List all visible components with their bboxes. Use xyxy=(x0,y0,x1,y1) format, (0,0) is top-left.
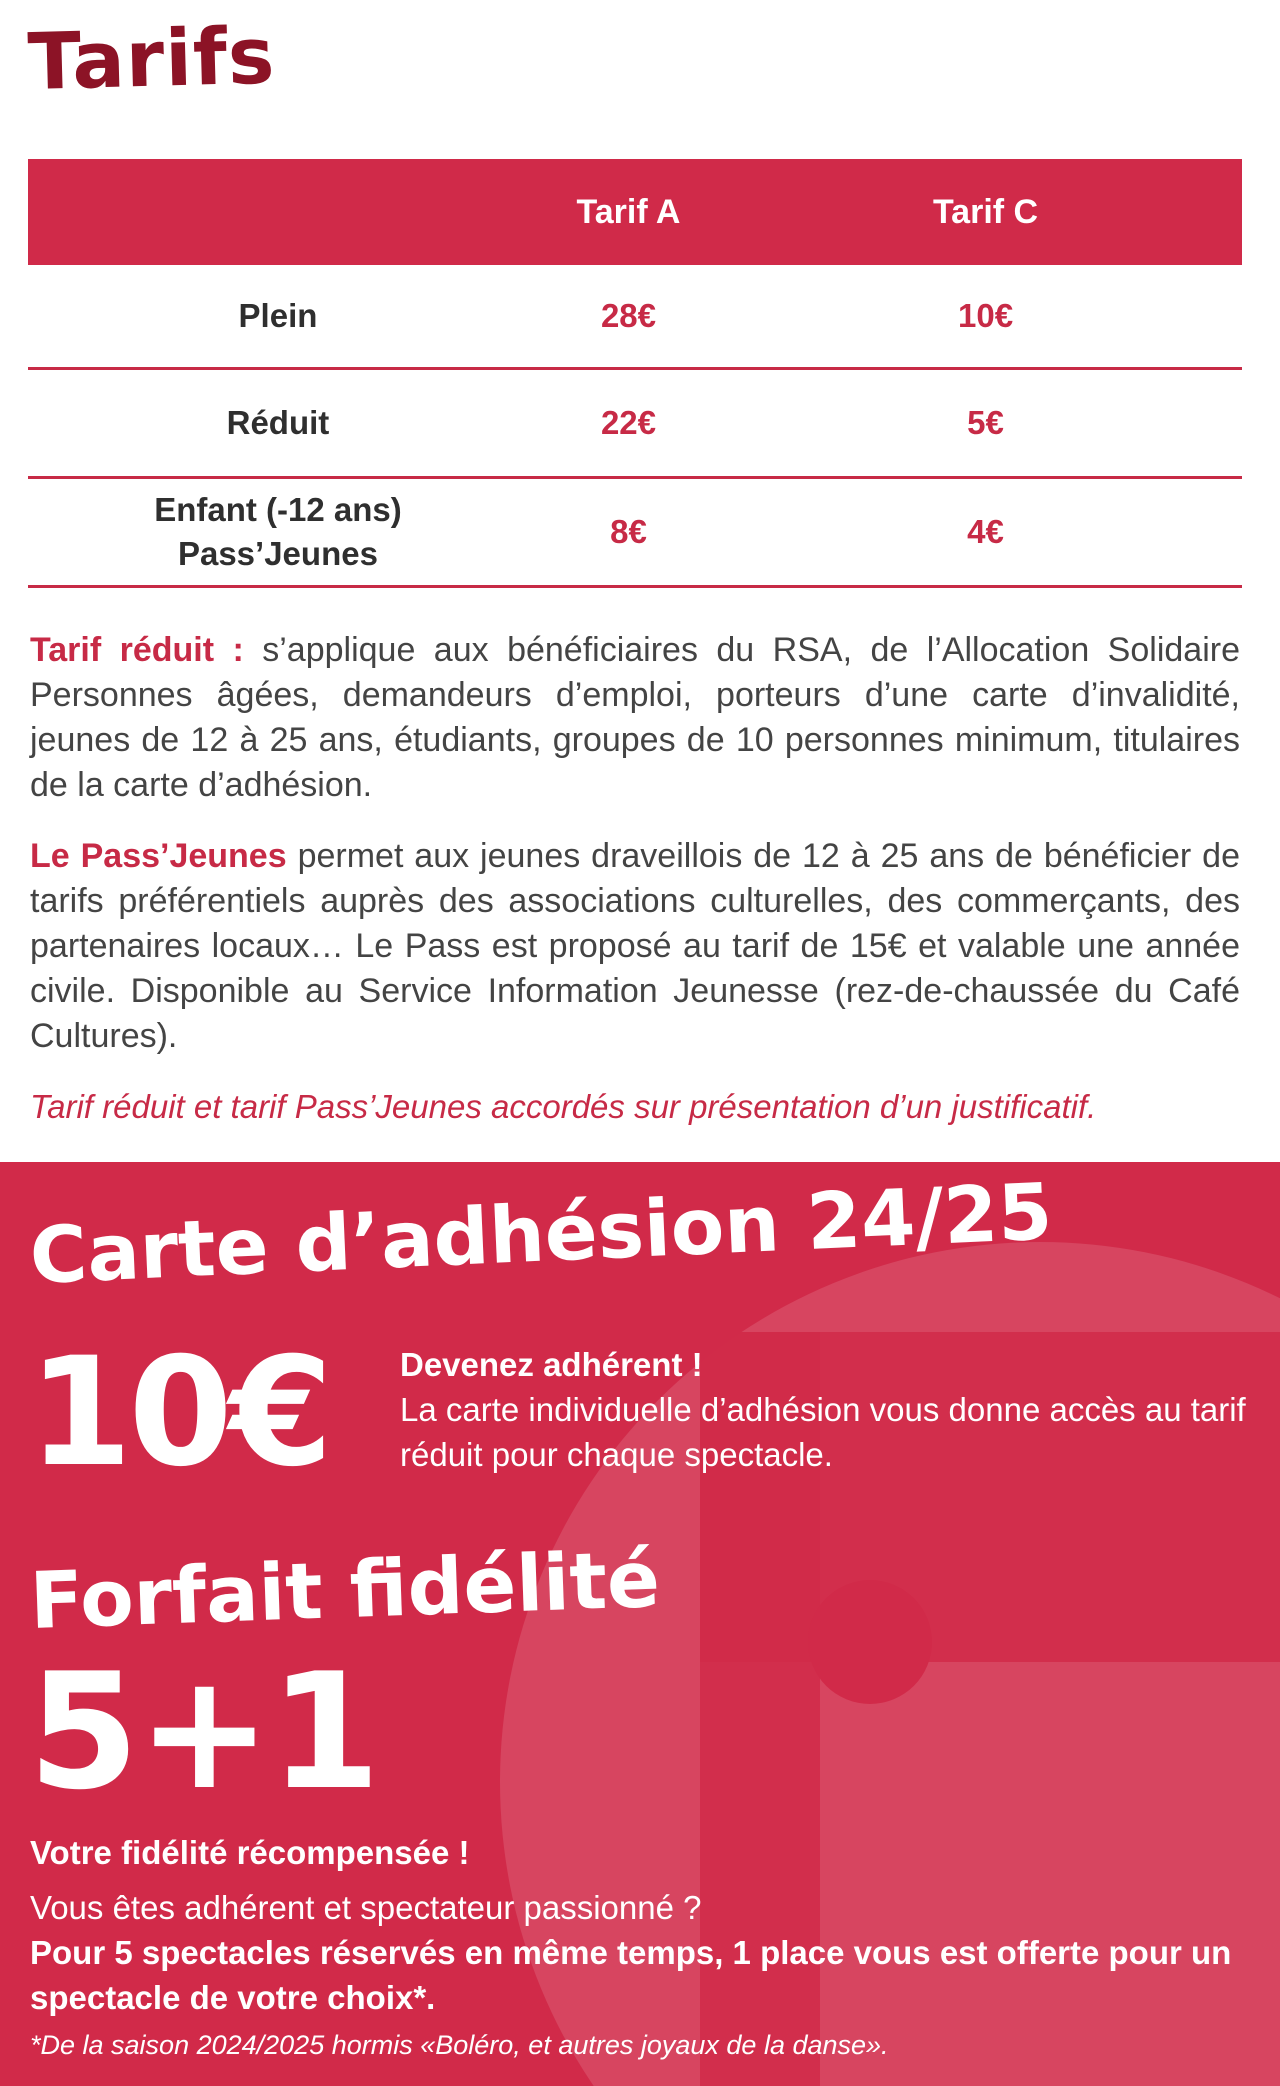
adhesion-heading: Carte d’adhésion 24/25 xyxy=(28,1167,1055,1302)
forfait-offer: Pour 5 spectacles réservés en même temps, 1 place vous est offerte pour un spectacle de votre choix*. xyxy=(30,1934,1232,2016)
price-tarif-c: 10€ xyxy=(957,296,1014,334)
price-tarif-a: 22€ xyxy=(600,403,656,441)
row-label-line: Pass’Jeunes xyxy=(177,534,378,572)
tarif-reduit-text: s’applique aux bénéficiaires du RSA, de l’Allocation Solidaire Personnes âgées, demandeurs d’emploi, porteurs d’une carte d’invalidité, jeunes de 12 à 25 ans, étudiants, groupes de 10 personnes minimum, titulaires de la carte d’adhésion. xyxy=(30,631,1240,804)
column-header-tarif-a: Tarif A xyxy=(576,192,681,231)
page-title: Tarifs xyxy=(26,11,277,108)
column-header-empty xyxy=(28,159,528,265)
forfait-info xyxy=(30,1830,1260,2020)
forfait-title: Votre fidélité récompensée ! xyxy=(30,1834,470,1871)
tarif-reduit-paragraph xyxy=(30,628,1240,808)
row-label-line: Enfant (-12 ans) xyxy=(154,490,402,528)
row-label-line: Réduit xyxy=(226,403,330,441)
table-row xyxy=(28,265,1242,368)
pass-jeunes-text: permet aux jeunes draveillois de 12 à 25 ans de bénéficier de tarifs préférentiels auprès des associations culturelles, des commerçants, des partenaires locaux… Le Pass est proposé au tarif de 15€ et valable une année civile. Disponible au Service Information Jeunesse (rez-de-chaussée du Café Cultures). xyxy=(30,837,1240,1055)
adhesion-description: La carte individuelle d’adhésion vous donne accès au tarif réduit pour chaque spectacle. xyxy=(400,1391,1246,1473)
forfait-heading: Forfait fidélité xyxy=(28,1535,662,1647)
row-label xyxy=(28,265,528,368)
promo-section xyxy=(0,1162,1280,2086)
row-label-line: Plein xyxy=(238,296,318,334)
adhesion-info xyxy=(400,1342,1260,1477)
forfait-footnote: *De la saison 2024/2025 hormis «Boléro, et autres joyaux de la danse». xyxy=(30,2030,889,2060)
tarif-reduit-lead: Tarif réduit : xyxy=(30,631,244,669)
price-tarif-c: 4€ xyxy=(967,512,1004,550)
row-label xyxy=(28,368,528,477)
table-header-row xyxy=(28,159,1242,265)
price-tarif-a: 28€ xyxy=(600,296,656,334)
price-tarif-c: 5€ xyxy=(967,403,1004,441)
forfait-question: Vous êtes adhérent et spectateur passionné ? xyxy=(30,1889,702,1926)
column-header-tarif-c: Tarif C xyxy=(932,192,1039,231)
pricing-table xyxy=(28,159,1242,588)
adhesion-title: Devenez adhérent ! xyxy=(400,1346,703,1383)
price-tarif-a: 8€ xyxy=(610,512,647,550)
adhesion-price: 10€ xyxy=(28,1326,330,1500)
pass-jeunes-paragraph xyxy=(30,834,1240,1059)
justificatif-note: Tarif réduit et tarif Pass’Jeunes accordés sur présentation d’un justificatif. xyxy=(30,1088,1097,1125)
table-row xyxy=(28,368,1242,477)
row-label xyxy=(28,477,528,586)
forfait-deal: 5+1 xyxy=(28,1638,379,1825)
table-row xyxy=(28,477,1242,586)
pass-jeunes-lead: Le Pass’Jeunes xyxy=(30,837,287,875)
